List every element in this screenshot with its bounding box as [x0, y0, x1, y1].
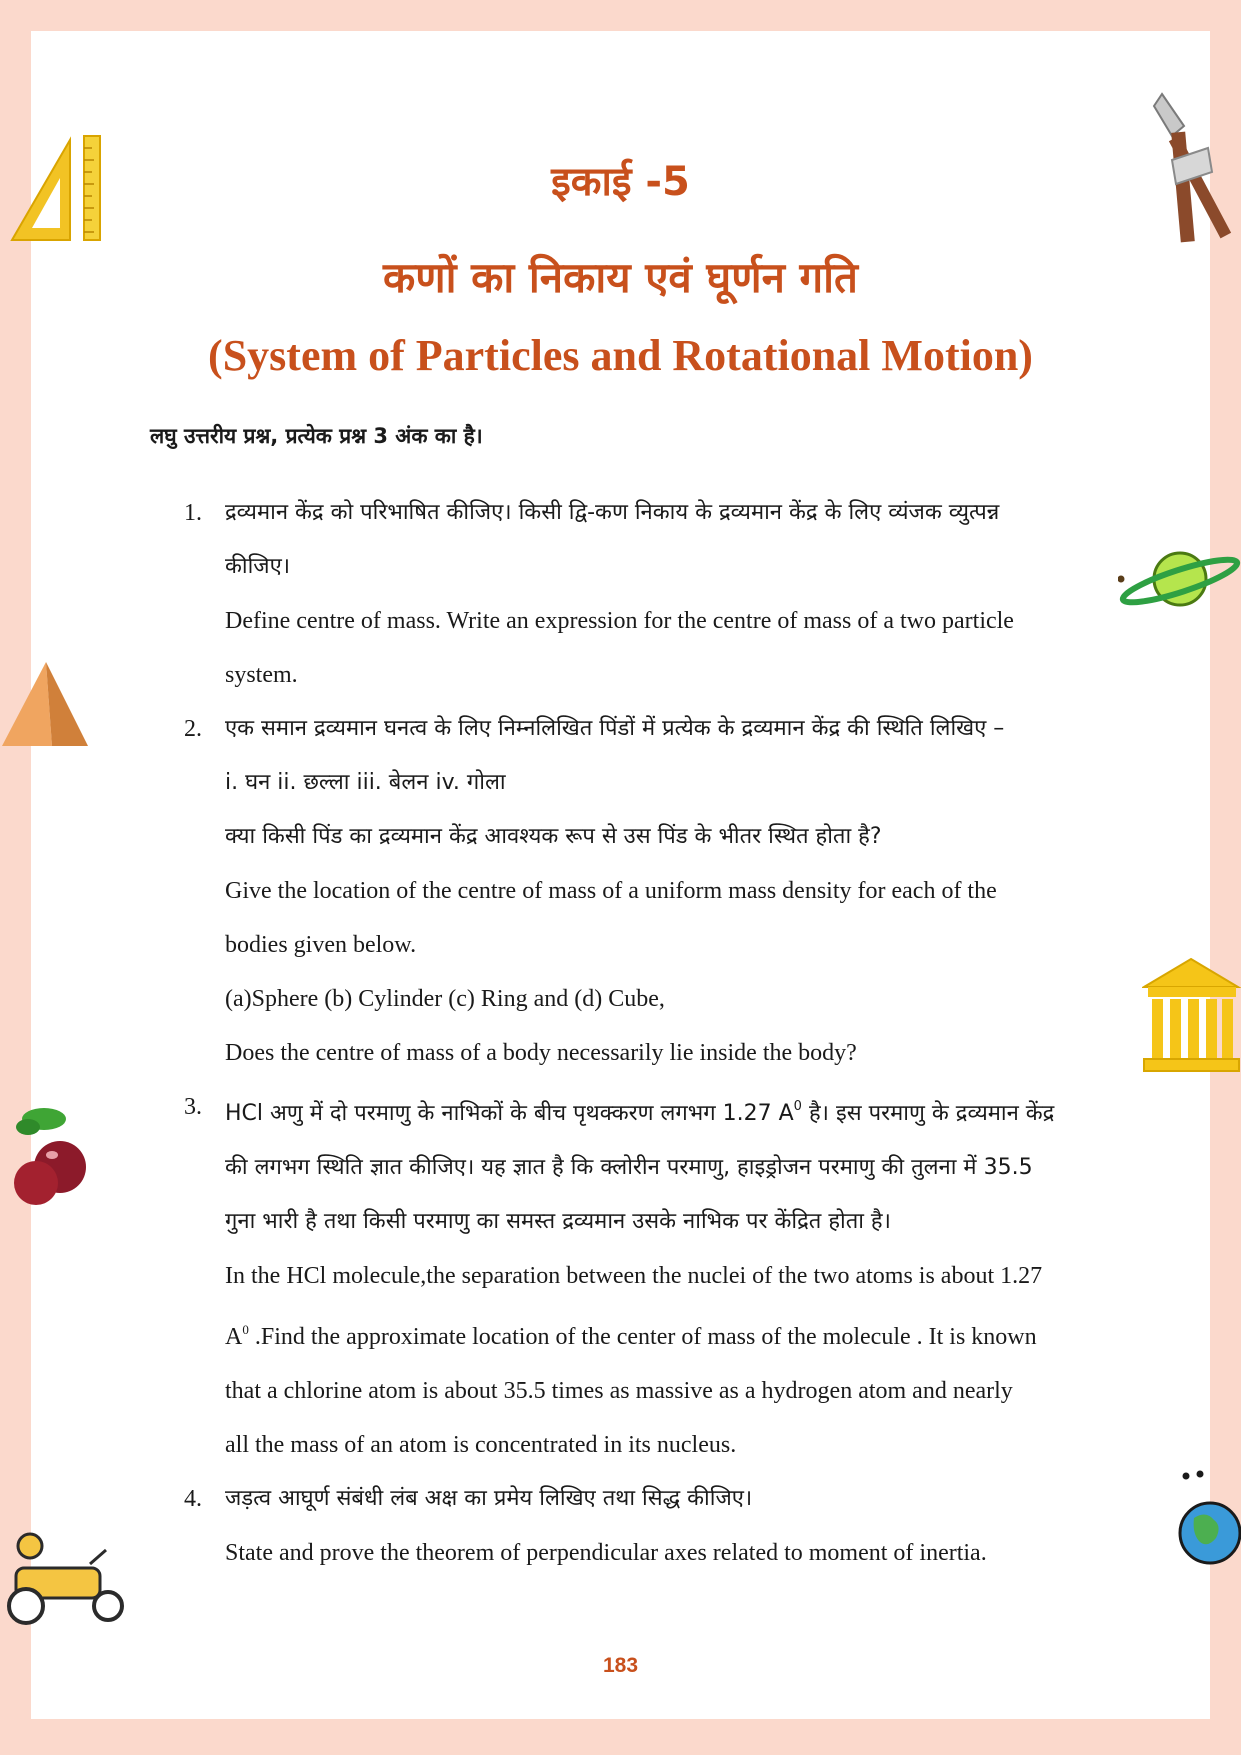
question-text-line: एक समान द्रव्यमान घनत्व के लिए निम्नलिखित पिंडों में प्रत्येक के द्रव्यमान केंद्र की स्थिति लिखिए –: [225, 716, 1005, 741]
question-text-line: जड़त्व आघूर्ण संबंधी लंब अक्ष का प्रमेय लिखिए तथा सिद्ध कीजिए।: [225, 1486, 753, 1511]
superscript: 0: [242, 1322, 249, 1337]
question-text-line: Define centre of mass. Write an expression for the centre of mass of a two particle: [225, 608, 1014, 634]
pyramid-icon: [0, 660, 92, 750]
question-number: 4.: [184, 1486, 202, 1512]
question-item: [184, 1080, 1094, 1472]
question-text-line: की लगभग स्थिति ज्ञात कीजिए। यह ज्ञात है कि क्लोरीन परमाणु, हाइड्रोजन परमाणु की तुलना में 35.5: [225, 1155, 1033, 1180]
question-text-line: i. घन ii. छल्ला iii. बेलन iv. गोला: [225, 770, 506, 795]
saturn-planet-icon: [1118, 545, 1241, 615]
question-text: .Find the approximate location of the center of mass of the molecule . It is known: [248, 1324, 1037, 1350]
question-number: 1.: [184, 500, 202, 526]
question-text-line: In the HCl molecule,the separation between the nuclei of the two atoms is about 1.27: [225, 1263, 1043, 1289]
temple-icon: [1142, 955, 1241, 1075]
question-text-line: system.: [225, 662, 298, 688]
question-text-line: कीजिए।: [225, 554, 291, 579]
question-text: A: [225, 1324, 243, 1350]
question-text-line: bodies given below.: [225, 932, 417, 958]
question-text-line: क्या किसी पिंड का द्रव्यमान केंद्र आवश्यक रूप से उस पिंड के भीतर स्थित होता है?: [225, 824, 882, 849]
question-text-line: (a)Sphere (b) Cylinder (c) Ring and (d) Cube,: [225, 986, 665, 1012]
cherries-icon: [6, 1105, 92, 1210]
question-text-line: Give the location of the centre of mass of a uniform mass density for each of the: [225, 878, 997, 904]
question-text-line: all the mass of an atom is concentrated in its nucleus.: [225, 1432, 737, 1458]
question-instruction: लघु उत्तरीय प्रश्न, प्रत्येक प्रश्न 3 अंक का है।: [150, 424, 483, 448]
globe-icon: [1172, 1468, 1241, 1568]
question-text-line: [225, 1080, 1094, 1141]
question-text-line: गुना भारी है तथा किसी परमाणु का समस्त द्रव्यमान उसके नाभिक पर केंद्रित होता है।: [225, 1209, 891, 1234]
chapter-title-hindi: कणों का निकाय एवं घूर्णन गति: [383, 253, 858, 302]
question-text-line: that a chlorine atom is about 35.5 times as massive as a hydrogen atom and nearly: [225, 1378, 1013, 1404]
question-text: HCl अणु में दो परमाणु के नाभिकों के बीच पृथक्करण लगभग 1.27 A: [225, 1101, 794, 1126]
vintage-car-icon: [0, 1528, 128, 1628]
question-item: [184, 702, 1094, 1080]
question-number: 2.: [184, 716, 202, 742]
question-number: 3.: [184, 1094, 202, 1120]
unit-heading: इकाई -5: [551, 159, 690, 205]
question-item: [184, 1472, 1094, 1580]
chapter-title-english: (System of Particles and Rotational Motion): [208, 331, 1033, 380]
question-list: [184, 486, 1094, 1580]
question-text: है। इस परमाणु के द्रव्यमान केंद्र: [801, 1101, 1055, 1126]
question-item: [184, 486, 1094, 702]
question-text-line: State and prove the theorem of perpendicular axes related to moment of inertia.: [225, 1540, 987, 1566]
question-text-line: द्रव्यमान केंद्र को परिभाषित कीजिए। किसी द्वि-कण निकाय के द्रव्यमान केंद्र के लिए व्यंजक व्युत्पन्न: [225, 500, 1000, 525]
question-text-line: Does the centre of mass of a body necessarily lie inside the body?: [225, 1040, 857, 1066]
question-text-line: [225, 1303, 1094, 1364]
superscript: 0: [793, 1099, 802, 1114]
page-number: 183: [602, 1654, 639, 1677]
